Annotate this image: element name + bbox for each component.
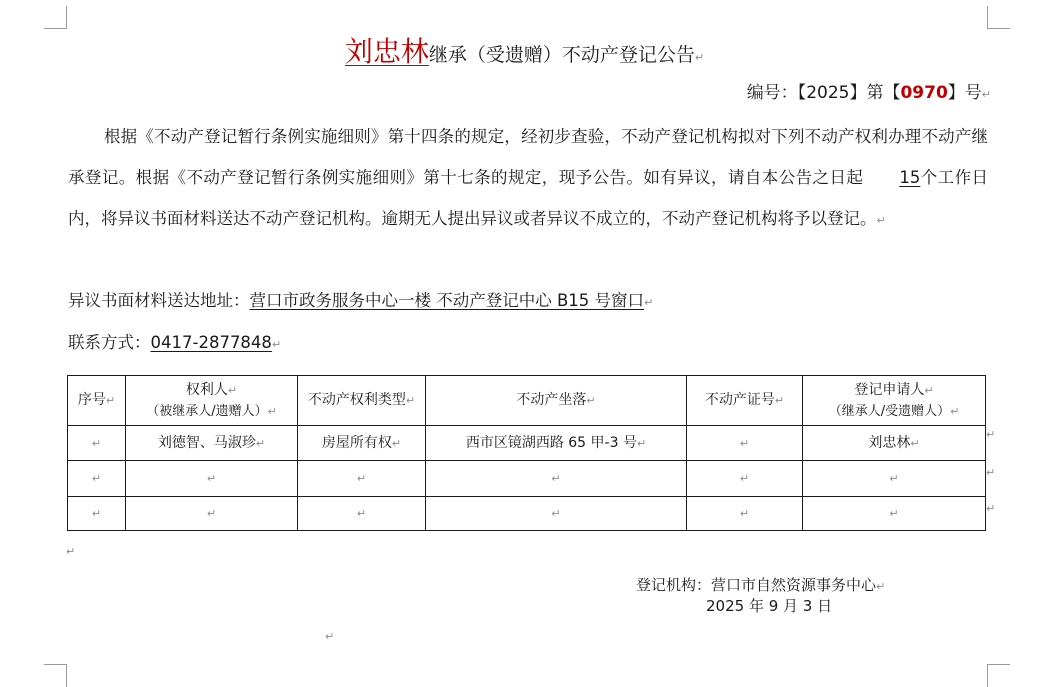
title-text: 继承（受遗赠）不动产登记公告 [428,44,695,66]
cell-right-type: 房屋所有权↵ [298,426,426,461]
row-end-mark-icon: ↵ [986,502,996,515]
cell-right-type: ↵ [298,461,426,497]
header-seq: 序号↵ [68,376,126,426]
document-number [747,78,991,103]
cell-cert-no: ↵ [687,497,803,531]
header-holder: 权利人↵ （被继承人/遗赠人）↵ [126,376,298,426]
page-corner-mark-top-right [987,6,1010,29]
paragraph-mark-icon: ↵ [694,51,705,64]
cell-seq: ↵ [68,426,126,461]
address-label: 异议书面材料送达地址： [68,291,250,310]
notice-body [68,116,988,241]
address-value: 营口市政务服务中心一楼 不动产登记中心 B15 号窗口 [249,291,645,310]
table-header-row [68,376,986,426]
cell-applicant: 刘忠林↵ [803,426,986,461]
address-line [68,287,653,311]
cell-location: 西市区镜湖西路 65 甲-3 号↵ [426,426,687,461]
contact-line [68,329,281,353]
docno-seq: 0970 [900,83,948,103]
table-row [68,497,986,531]
table-row [68,461,986,497]
cell-applicant: ↵ [803,497,986,531]
docno-suffix: 】号 [947,83,982,103]
cell-holder: ↵ [126,497,298,531]
table-row [68,426,986,461]
paragraph-mark-icon: ↵ [271,338,282,351]
docno-prefix: 编号：【 [746,83,807,103]
body-text-2: 个工作日内，将异议书面材料送达不动产登记机构。逾期无人提出异议或者异议不成立的，不动产登记机构将予以登记。 [68,168,989,228]
cell-cert-no: ↵ [687,426,803,461]
notice-title [0,30,1049,70]
cell-holder: 刘德智、马淑珍↵ [126,426,298,461]
registration-agency: 登记机构：营口市自然资源事务中心↵ [636,576,886,594]
cell-cert-no: ↵ [687,461,803,497]
body-text-1: 根据《不动产登记暂行条例实施细则》第十四条的规定，经初步查验，不动产登记机构拟对下列不动产权利办理不动产继承登记。根据《不动产登记暂行条例实施细则》第十七条的规定，现予公告。如有异议，请自本公告之日起 [68,127,988,187]
cell-seq: ↵ [68,497,126,531]
paragraph-mark-icon: ↵ [325,630,335,643]
paragraph-mark-icon: ↵ [876,580,886,593]
header-location: 不动产坐落↵ [426,376,687,426]
row-end-mark-icon: ↵ [986,428,996,441]
header-right-type: 不动产权利类型↵ [298,376,426,426]
header-cert-no: 不动产证号↵ [687,376,803,426]
cell-applicant: ↵ [803,461,986,497]
paragraph-mark-icon: ↵ [981,88,991,101]
notice-date: 2025 年 9 月 3 日 [706,597,833,615]
objection-days: 15 [899,168,921,187]
paragraph-mark-icon: ↵ [876,214,886,227]
contact-label: 联系方式： [68,333,151,352]
header-applicant: 登记申请人↵ （继承人/受遗赠人）↵ [803,376,986,426]
page-corner-mark-top-left [44,6,67,29]
cell-location: ↵ [426,497,687,531]
row-end-mark-icon: ↵ [986,466,996,479]
contact-value: 0417-2877848 [150,333,272,352]
property-table [67,375,986,531]
docno-year: 2025 [806,83,850,103]
paragraph-mark-icon: ↵ [66,545,76,558]
cell-right-type: ↵ [298,497,426,531]
paragraph-mark-icon: ↵ [644,296,654,309]
applicant-name: 刘忠林 [344,35,429,68]
cell-location: ↵ [426,461,687,497]
cell-seq: ↵ [68,461,126,497]
cell-holder: ↵ [126,461,298,497]
docno-middle: 】第【 [849,83,901,103]
